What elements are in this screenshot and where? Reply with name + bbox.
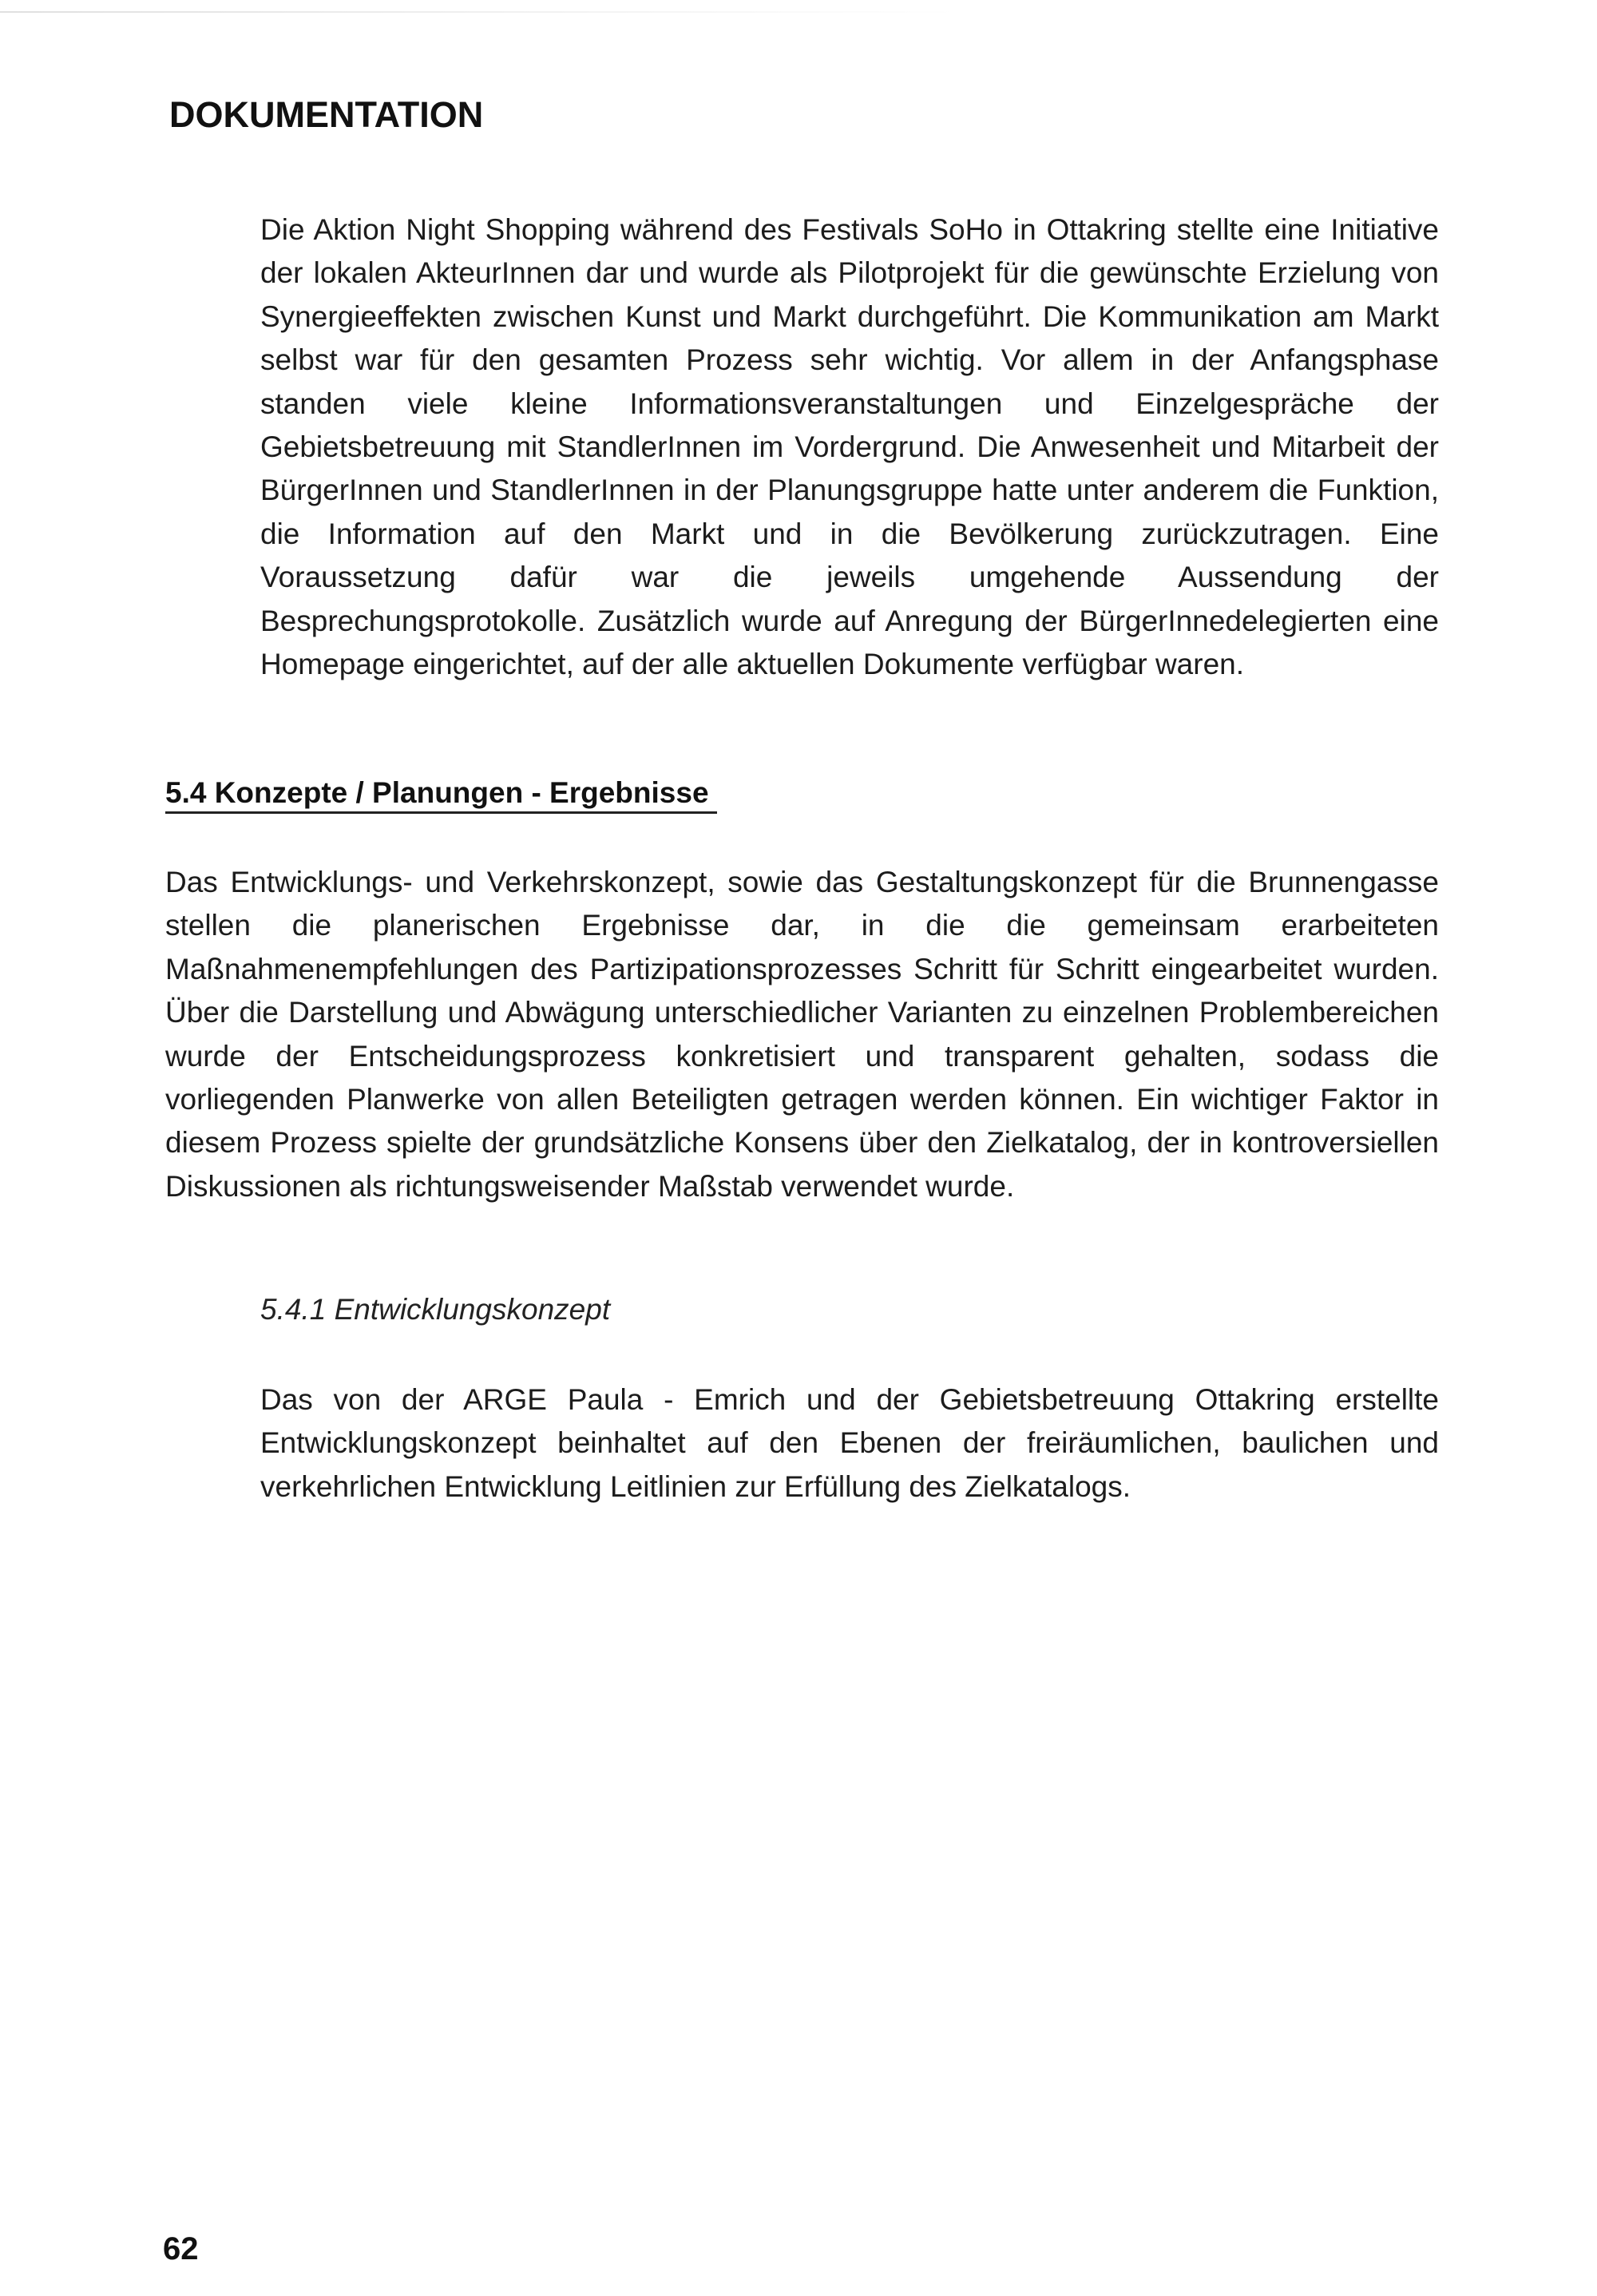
subsection-heading-entwicklungskonzept: 5.4.1 Entwicklungskonzept [260,1293,611,1326]
paragraph-entwicklungskonzept: Das von der ARGE Paula - Emrich und der Gebietsbetreuung Ottakring erstellte Entwicklungskonzept beinhaltet auf den Ebenen der freiräumlichen, baulichen und verkehrlichen Entwicklung Leitlinien zur Erfüllung des Zielkatalogs. [260,1383,1439,1503]
page-title: DOKUMENTATION [169,94,484,135]
paragraph-night-shopping: Die Aktion Night Shopping während des Festivals SoHo in Ottakring stellte eine Initiative der lokalen AkteurInnen dar und wurde als Pilotprojekt für die gewünschte Erzielung von Synergieeffekten zwischen Kunst und Markt durchgeführt. Die Kommunikation am Markt selbst war für den gesamten Prozess sehr wichtig. Vor allem in der Anfangsphase standen viele kleine Informationsveranstaltungen und Einzelgespräche der Gebietsbetreuung mit StandlerInnen im Vordergrund. Die Anwesenheit und Mitarbeit der BürgerInnen und StandlerInnen in der Planungsgruppe hatte unter anderem die Funktion, die Information auf den Markt und in die Bevölkerung zurückzutragen. Eine Voraussetzung dafür war die jeweils umgehende Aussendung der Besprechungsprotokolle. Zusätzlich wurde auf Anregung der BürgerInnedelegierten eine Homepage eingerichtet, auf der alle aktuellen Dokumente verfügbar waren. [260,213,1439,681]
paragraph-konzepte: Das Entwicklungs- und Verkehrskonzept, sowie das Gestaltungskonzept für die Brunnengasse stellen die planerischen Ergebnisse dar, in die die gemeinsam erarbeiteten Maßnahmenempfehlungen des Partizipationsprozesses Schritt für Schritt eingearbeitet wurden. Über die Darstellung und Abwägung unterschiedlicher Varianten zu einzelnen Problembereichen wurde der Entscheidungsprozess konkretisiert und transparent gehalten, sodass die vorliegenden Planwerke von allen Beteiligten getragen werden können. Ein wichtiger Faktor in diesem Prozess spielte der grundsätzliche Konsens über den Zielkatalog, der in kontroversiellen Diskussionen als richtungsweisender Maßstab verwendet wurde. [165,866,1439,1203]
scan-edge-line [0,11,958,13]
section-heading-konzepte: 5.4 Konzepte / Planungen - Ergebnisse [165,775,717,814]
page-number: 62 [163,2231,199,2266]
